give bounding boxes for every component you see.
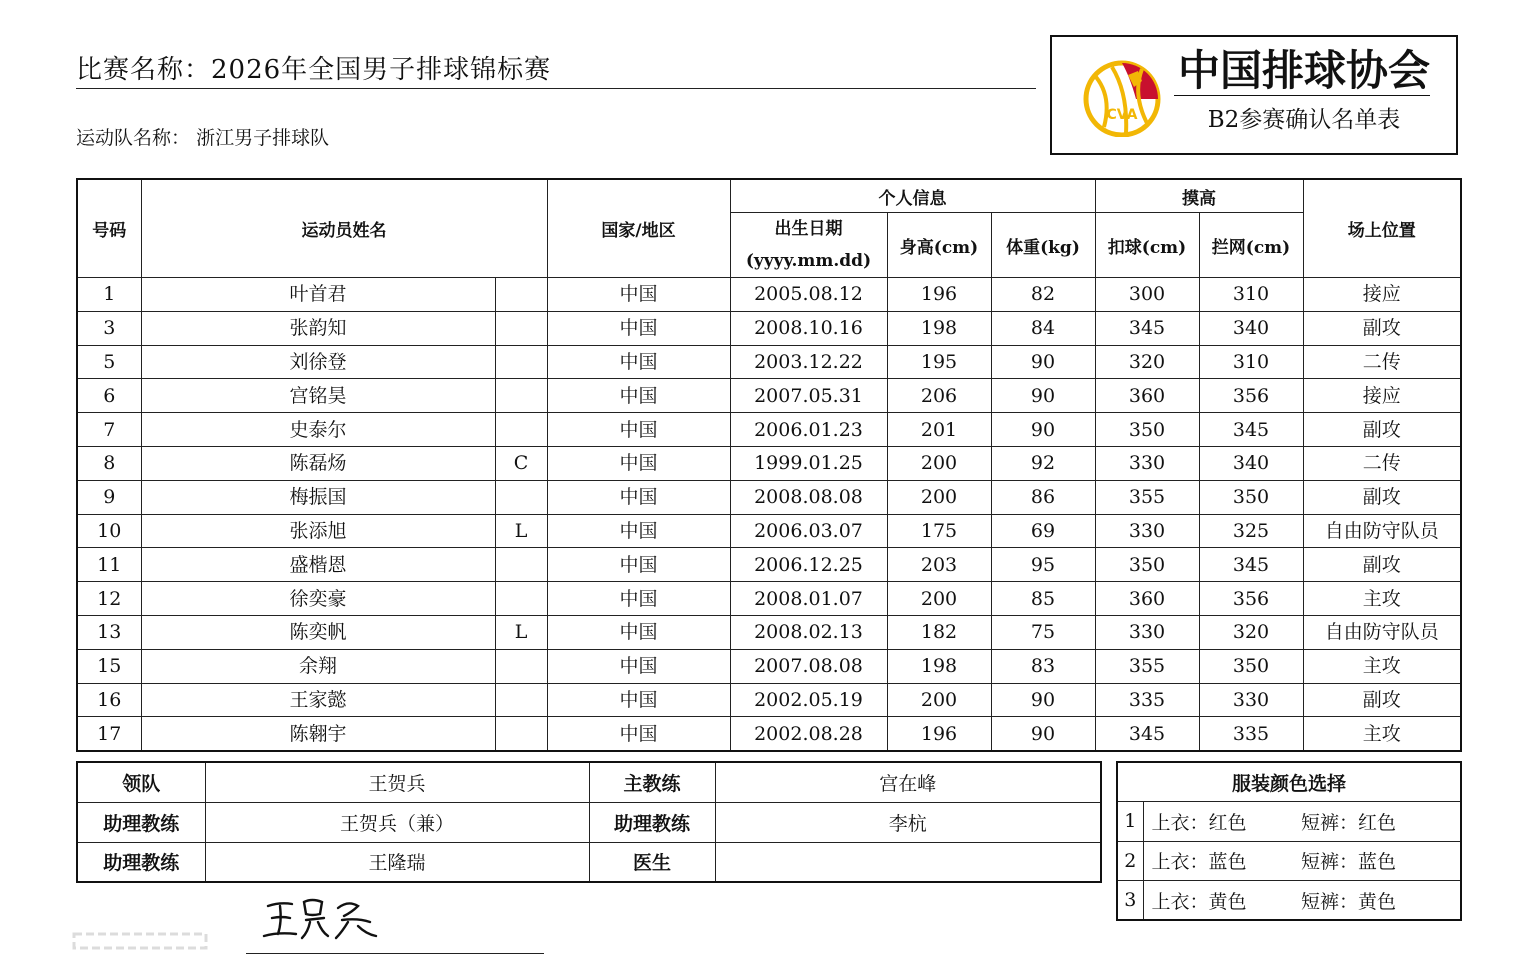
player-number: 1	[77, 278, 141, 312]
staff-label: 主教练	[589, 762, 715, 802]
player-number: 9	[77, 480, 141, 514]
player-name: 陈奕帆	[141, 615, 495, 649]
player-country: 中国	[547, 582, 730, 616]
player-block: 350	[1199, 649, 1303, 683]
staff-value: 王隆瑞	[205, 842, 589, 882]
player-row	[77, 649, 1461, 683]
player-weight: 86	[991, 480, 1095, 514]
uniform-option	[1117, 880, 1461, 920]
player-weight: 85	[991, 582, 1095, 616]
player-mark	[495, 480, 547, 514]
player-mark	[495, 717, 547, 751]
player-name: 梅振国	[141, 480, 495, 514]
player-name: 王家懿	[141, 683, 495, 717]
player-mark	[495, 582, 547, 616]
player-row	[77, 446, 1461, 480]
roster-table	[76, 178, 1462, 752]
player-row	[77, 615, 1461, 649]
header-name: 运动员姓名	[141, 179, 547, 278]
player-spike: 355	[1095, 480, 1199, 514]
player-block: 330	[1199, 683, 1303, 717]
player-mark	[495, 379, 547, 413]
player-block: 345	[1199, 413, 1303, 447]
player-birth: 2003.12.22	[730, 345, 887, 379]
player-mark	[495, 278, 547, 312]
player-weight: 95	[991, 548, 1095, 582]
header-country: 国家/地区	[547, 179, 730, 278]
player-birth: 2006.12.25	[730, 548, 887, 582]
player-weight: 90	[991, 345, 1095, 379]
uniform-top: 上衣：红色	[1143, 802, 1293, 841]
player-height: 200	[887, 582, 991, 616]
player-weight: 90	[991, 413, 1095, 447]
player-number: 11	[77, 548, 141, 582]
player-spike: 360	[1095, 379, 1199, 413]
player-mark	[495, 311, 547, 345]
player-weight: 90	[991, 379, 1095, 413]
player-name: 陈翱宇	[141, 717, 495, 751]
competition-name: 2026年全国男子排球锦标赛	[211, 55, 552, 85]
player-row	[77, 480, 1461, 514]
staff-row	[77, 802, 1101, 842]
team-line	[76, 124, 329, 152]
player-row	[77, 278, 1461, 312]
header-reach: 摸高	[1095, 179, 1303, 213]
signature-line	[246, 953, 544, 954]
player-row	[77, 717, 1461, 751]
player-height: 200	[887, 683, 991, 717]
player-number: 5	[77, 345, 141, 379]
player-position: 自由防守队员	[1303, 514, 1461, 548]
player-birth: 2002.05.19	[730, 683, 887, 717]
handwritten-signature	[262, 892, 382, 944]
player-position: 主攻	[1303, 649, 1461, 683]
staff-value	[715, 842, 1101, 882]
player-block: 340	[1199, 311, 1303, 345]
header-weight: 体重(kg)	[991, 213, 1095, 278]
staff-row	[77, 842, 1101, 882]
faded-stamp-mark	[72, 930, 212, 952]
staff-label: 助理教练	[77, 802, 205, 842]
header-position: 场上位置	[1303, 179, 1461, 278]
header-block: 拦网(cm)	[1199, 213, 1303, 278]
player-height: 198	[887, 311, 991, 345]
uniform-option-no: 2	[1117, 841, 1143, 880]
player-height: 196	[887, 278, 991, 312]
player-position: 副攻	[1303, 480, 1461, 514]
player-birth: 2008.08.08	[730, 480, 887, 514]
cva-logo-icon	[1082, 57, 1162, 137]
competition-label: 比赛名称：	[76, 55, 212, 85]
player-height: 175	[887, 514, 991, 548]
player-weight: 83	[991, 649, 1095, 683]
player-height: 182	[887, 615, 991, 649]
player-position: 自由防守队员	[1303, 615, 1461, 649]
header-birth-format: (yyyy.mm.dd)	[745, 251, 872, 271]
player-mark	[495, 683, 547, 717]
player-weight: 90	[991, 717, 1095, 751]
association-brand-box	[1050, 35, 1458, 155]
player-position: 二传	[1303, 345, 1461, 379]
header-birth	[730, 213, 887, 278]
org-name: 中国排球协会	[1177, 46, 1430, 95]
staff-label: 助理教练	[77, 842, 205, 882]
uniform-shorts: 短裤：蓝色	[1293, 841, 1461, 880]
player-country: 中国	[547, 413, 730, 447]
player-number: 15	[77, 649, 141, 683]
player-spike: 330	[1095, 615, 1199, 649]
team-label: 运动队名称：	[76, 127, 191, 149]
player-name: 盛楷恩	[141, 548, 495, 582]
uniform-option-no: 3	[1117, 880, 1143, 920]
player-block: 345	[1199, 548, 1303, 582]
player-spike: 355	[1095, 649, 1199, 683]
player-birth: 2008.10.16	[730, 311, 887, 345]
player-spike: 330	[1095, 514, 1199, 548]
player-height: 200	[887, 480, 991, 514]
team-name: 浙江男子排球队	[196, 127, 330, 149]
player-position: 副攻	[1303, 683, 1461, 717]
header-spike: 扣球(cm)	[1095, 213, 1199, 278]
player-country: 中国	[547, 446, 730, 480]
player-block: 340	[1199, 446, 1303, 480]
player-block: 356	[1199, 379, 1303, 413]
player-block: 356	[1199, 582, 1303, 616]
player-weight: 90	[991, 683, 1095, 717]
player-name: 余翔	[141, 649, 495, 683]
player-spike: 345	[1095, 311, 1199, 345]
player-country: 中国	[547, 649, 730, 683]
player-block: 320	[1199, 615, 1303, 649]
player-height: 200	[887, 446, 991, 480]
brand-divider	[1174, 95, 1430, 96]
player-block: 350	[1199, 480, 1303, 514]
player-weight: 69	[991, 514, 1095, 548]
player-number: 10	[77, 514, 141, 548]
player-country: 中国	[547, 345, 730, 379]
player-weight: 75	[991, 615, 1095, 649]
player-height: 198	[887, 649, 991, 683]
player-weight: 84	[991, 311, 1095, 345]
player-name: 刘徐登	[141, 345, 495, 379]
player-birth: 2002.08.28	[730, 717, 887, 751]
player-position: 接应	[1303, 278, 1461, 312]
header-number: 号码	[77, 179, 141, 278]
staff-table	[76, 761, 1102, 883]
player-spike: 345	[1095, 717, 1199, 751]
player-height: 203	[887, 548, 991, 582]
player-row	[77, 582, 1461, 616]
player-name: 叶首君	[141, 278, 495, 312]
header-height: 身高(cm)	[887, 213, 991, 278]
player-number: 13	[77, 615, 141, 649]
uniform-top: 上衣：蓝色	[1143, 841, 1293, 880]
player-height: 206	[887, 379, 991, 413]
player-height: 196	[887, 717, 991, 751]
player-number: 3	[77, 311, 141, 345]
player-row	[77, 683, 1461, 717]
player-country: 中国	[547, 311, 730, 345]
uniform-shorts: 短裤：红色	[1293, 802, 1461, 841]
competition-title	[76, 52, 1036, 89]
staff-value: 李杭	[715, 802, 1101, 842]
player-position: 副攻	[1303, 311, 1461, 345]
player-spike: 320	[1095, 345, 1199, 379]
player-number: 7	[77, 413, 141, 447]
player-row	[77, 379, 1461, 413]
player-name: 张添旭	[141, 514, 495, 548]
staff-value: 宫在峰	[715, 762, 1101, 802]
staff-value: 王贺兵	[205, 762, 589, 802]
player-country: 中国	[547, 548, 730, 582]
player-birth: 2006.03.07	[730, 514, 887, 548]
player-country: 中国	[547, 278, 730, 312]
staff-label: 助理教练	[589, 802, 715, 842]
player-mark: L	[495, 514, 547, 548]
player-weight: 82	[991, 278, 1095, 312]
player-position: 主攻	[1303, 582, 1461, 616]
player-name: 宫铭昊	[141, 379, 495, 413]
player-country: 中国	[547, 379, 730, 413]
player-spike: 360	[1095, 582, 1199, 616]
player-weight: 92	[991, 446, 1095, 480]
uniform-option	[1117, 802, 1461, 841]
player-name: 徐奕豪	[141, 582, 495, 616]
player-number: 17	[77, 717, 141, 751]
player-name: 张韵知	[141, 311, 495, 345]
player-country: 中国	[547, 683, 730, 717]
player-mark	[495, 345, 547, 379]
player-birth: 2005.08.12	[730, 278, 887, 312]
player-block: 325	[1199, 514, 1303, 548]
player-position: 副攻	[1303, 548, 1461, 582]
player-block: 310	[1199, 345, 1303, 379]
player-height: 195	[887, 345, 991, 379]
player-position: 副攻	[1303, 413, 1461, 447]
player-height: 201	[887, 413, 991, 447]
player-mark	[495, 548, 547, 582]
player-number: 12	[77, 582, 141, 616]
uniform-option-no: 1	[1117, 802, 1143, 841]
player-spike: 350	[1095, 548, 1199, 582]
player-position: 主攻	[1303, 717, 1461, 751]
uniform-color-table	[1116, 761, 1462, 921]
player-block: 335	[1199, 717, 1303, 751]
player-birth: 2007.05.31	[730, 379, 887, 413]
player-row	[77, 413, 1461, 447]
uniform-option	[1117, 841, 1461, 880]
player-birth: 2006.01.23	[730, 413, 887, 447]
player-birth: 2007.08.08	[730, 649, 887, 683]
player-spike: 330	[1095, 446, 1199, 480]
player-position: 接应	[1303, 379, 1461, 413]
uniform-title: 服装颜色选择	[1117, 762, 1461, 802]
player-block: 310	[1199, 278, 1303, 312]
player-birth: 2008.02.13	[730, 615, 887, 649]
player-spike: 335	[1095, 683, 1199, 717]
player-spike: 300	[1095, 278, 1199, 312]
player-mark: C	[495, 446, 547, 480]
player-birth: 2008.01.07	[730, 582, 887, 616]
form-title: B2参赛确认名单表	[1207, 107, 1401, 133]
player-country: 中国	[547, 480, 730, 514]
header-personal-info: 个人信息	[730, 179, 1095, 213]
player-number: 16	[77, 683, 141, 717]
player-number: 6	[77, 379, 141, 413]
uniform-top: 上衣：黄色	[1143, 880, 1293, 920]
player-mark: L	[495, 615, 547, 649]
player-row	[77, 548, 1461, 582]
player-mark	[495, 649, 547, 683]
player-number: 8	[77, 446, 141, 480]
player-name: 陈磊炀	[141, 446, 495, 480]
player-position: 二传	[1303, 446, 1461, 480]
player-country: 中国	[547, 615, 730, 649]
player-country: 中国	[547, 514, 730, 548]
staff-value: 王贺兵（兼）	[205, 802, 589, 842]
player-row	[77, 514, 1461, 548]
player-mark	[495, 413, 547, 447]
player-country: 中国	[547, 717, 730, 751]
player-spike: 350	[1095, 413, 1199, 447]
staff-row	[77, 762, 1101, 802]
player-name: 史泰尔	[141, 413, 495, 447]
svg-text:CVA: CVA	[1106, 107, 1138, 123]
player-birth: 1999.01.25	[730, 446, 887, 480]
player-row	[77, 345, 1461, 379]
header-birth-label: 出生日期	[774, 219, 843, 239]
player-row	[77, 311, 1461, 345]
roster-body	[77, 278, 1461, 752]
staff-label: 医生	[589, 842, 715, 882]
uniform-shorts: 短裤：黄色	[1293, 880, 1461, 920]
staff-label: 领队	[77, 762, 205, 802]
